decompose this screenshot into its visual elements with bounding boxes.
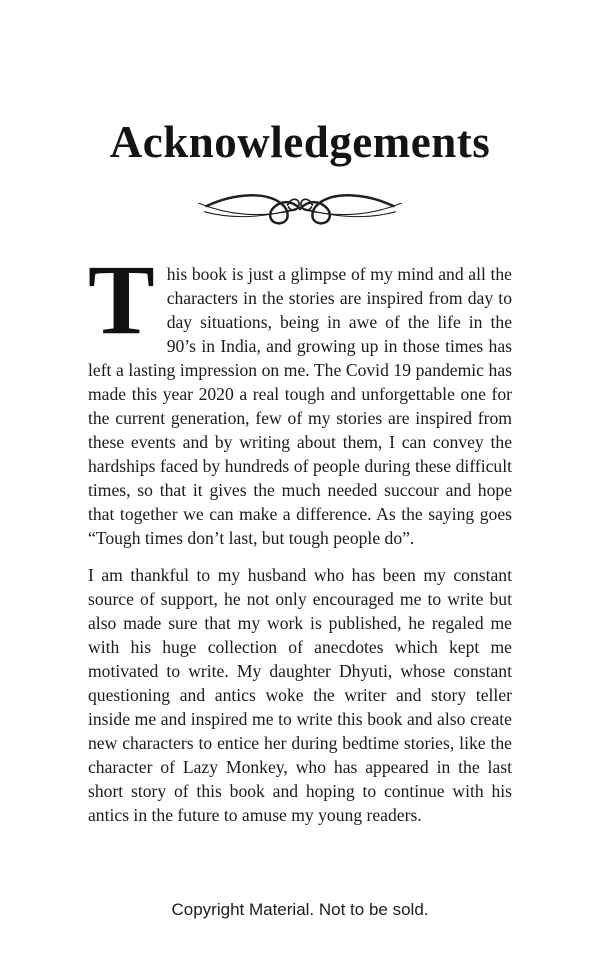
calligraphic-flourish-divider-icon bbox=[195, 184, 405, 232]
body-text bbox=[88, 244, 512, 827]
drop-cap-letter: T bbox=[88, 244, 155, 355]
paragraph-2-text: I am thankful to my husband who has been my constant source of support, he not only encouraged me to write but also made sure that my work is published, he regaled me with his huge collection of anecdotes which kept me motivated to write. My daughter Dhyuti, whose constant questioning and antics woke the writer and story teller inside me and inspired me to write this book and also create new characters to entice her during bedtime stories, like the character of Lazy Monkey, who has appeared in the last short story of this book and hoping to continue with his antics in the future to amuse my young readers. bbox=[88, 565, 512, 825]
paragraph-2 bbox=[88, 563, 512, 827]
copyright-footer: Copyright Material. Not to be sold. bbox=[171, 900, 429, 919]
paragraph-1-text: his book is just a glimpse of my mind and all the characters in the stories are inspired from day to day situations, being in awe of the life in the 90’s in India, and growing up in those times has left a lasting impression on me. The Covid 19 pandemic has made this year 2020 a real tough and unforgettable one for the current generation, few of my stories are inspired from these events and by writing about them, I can convey the hardships faced by hundreds of people during these difficult times, so that it gives the much needed succour and hope that together we can make a difference. As the saying goes “Tough times don’t last, but tough people do”. bbox=[88, 264, 512, 548]
chapter-title: Acknowledgements bbox=[109, 117, 491, 167]
paragraph-1 bbox=[88, 244, 512, 550]
